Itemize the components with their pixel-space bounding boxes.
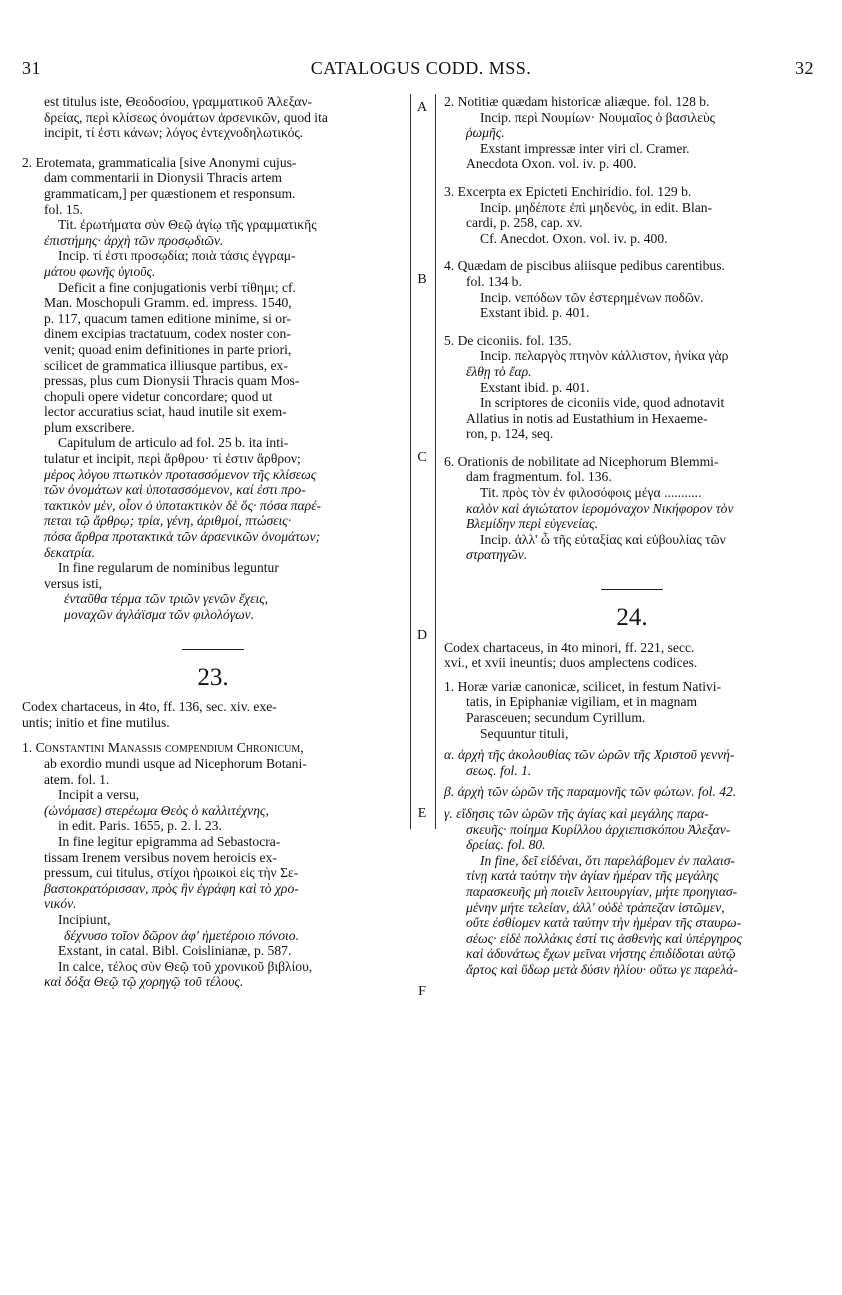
codex24-entry-1 — [444, 679, 820, 978]
incipit-line: Incip. μηδέποτε ἐπὶ μηδενὸς, in edit. Blan- cardi, p. 258, cap. xv. — [466, 199, 713, 231]
text-line: incipit, τί ἐστι κάνων; λόγος ἐντεχνοδηλωτικός. — [44, 125, 304, 141]
text-line: fol. 15. — [44, 201, 83, 217]
intro-paragraph — [22, 94, 404, 141]
note-paragraph: Cf. Anecdot. Oxon. vol. iv. p. 400. — [480, 230, 668, 246]
left-page-number: 31 — [22, 58, 41, 78]
entry-number: 5. — [444, 332, 455, 348]
codex23-entry-1 — [22, 740, 404, 990]
text-line: dam commentarii in Dionysii Thracis artem — [44, 170, 282, 186]
codex-description: Codex chartaceus, in 4to, ff. 136, sec. xiv. exe- untis; initio et fine mutilus. — [22, 699, 277, 730]
entry-r3 — [444, 184, 820, 246]
sequuntur-line: Sequuntur tituli, — [480, 725, 569, 741]
running-title: CATALOGUS CODD. MSS. — [310, 58, 532, 78]
deficit-paragraph: Deficit a fine conjugationis verbi τίθημι; cf. Man. Moschopuli Gramm. ed. impress. 1540, p. 117, quacum tamen editione minime, si or- dinem excipias tractatuum, codex noster con- venit; quoad enim definitiones in parte priori, scilicet de grammatica illiusque partibus, ex- pressas, plus cum Dionysii Thracis quam Mos- chopuli opere videtur concordare; quod ut lector accuratius sciat, haud inutile sit exem- plum exscribere. — [44, 279, 300, 435]
entry-heading: 1. Constantini Manassis compendium Chronicum, ab exordio mundi usque ad Nicephorum Botani- atem. fol. 1. — [22, 740, 307, 787]
incipit-line: Incipit a versu, — [58, 787, 140, 803]
text-line: est titulus iste, Θεοδοσίου, γραμματικοῦ Ἀλεξαν- — [44, 94, 313, 109]
entry-number: 6. — [444, 453, 455, 469]
entry-heading: 1. Horæ variæ canonicæ, scilicet, in festum Nativi- tatis, in Epiphaniæ vigiliam, et in magnam Parasceuen; secundum Cyrillum. — [444, 678, 722, 725]
verse-quote: ἐνταῦθα τέρμα τῶν τριῶν γενῶν ἔχεις, μοναχῶν ἀγλάϊσμα τῶν φιλολόγων. — [64, 591, 269, 622]
incipit-line: Incip. ἀλλ' ὦ τῆς εὐταξίας καὶ εὐβουλίας τῶν στρατηγῶν. — [466, 531, 726, 563]
edition-line: in edit. Paris. 1655, p. 2. l. 23. — [58, 818, 222, 834]
margin-letter-e: E — [417, 806, 427, 821]
margin-letter-b: B — [417, 272, 427, 287]
text-line: grammaticam,] per quæstionem et responsum. — [44, 185, 296, 201]
title-line: Tit. ἐρωτήματα σὺν Θεῷ ἁγίῳ τῆς γραμματικῆς ἐπιστήμης· ἀρχὴ τῶν προσῳδιῶν. — [44, 217, 317, 248]
incipit-line: Incip. πελαργὸς πτηνὸν κάλλιστον, ἡνίκα γὰρ ἔλθῃ τὸ ἔαρ. — [466, 348, 729, 379]
incipit-line: Incip. περὶ Νουμίων· Νουμαῖος ὁ βασιλεὺς ῥωμῆς. — [466, 109, 716, 141]
epigram-paragraph: In fine legitur epigramma ad Sebastocra- tissam Irenem versibus novem heroicis ex- pressum, cui titulus, στίχοι ἡρωικοὶ εἰς τὴν Σε- βαστοκρατόρισσαν, πρὸς ἣν ἐγράφη καὶ τὸ χρο- νικόν. — [44, 833, 299, 912]
calce-paragraph: In calce, τέλος σὺν Θεῷ τοῦ χρονικοῦ βιβλίου, καὶ δόξα Θεῷ τῷ χορηγῷ τοῦ τέλους. — [44, 958, 313, 990]
subitem-gamma: γ. εἴδησις τῶν ὡρῶν τῆς ἁγίας καὶ μεγάλης παρα- σκευῆς· ποίημα Κυρίλλου ἀρχιεπισκόπου Ἀλεξαν- δρείας. fol. 80. — [444, 805, 731, 853]
incipiunt-line: Incipiunt, — [58, 911, 111, 927]
in-fine-paragraph: In fine regularum de nominibus leguntur versus isti, — [44, 560, 279, 591]
codex-description: Codex chartaceus, in 4to minori, ff. 221, secc. xvi., et xvii ineuntis; duos amplectens codices. — [444, 639, 698, 671]
text-line: Horæ variæ canonicæ, scilicet, in festum Nativi- — [457, 678, 722, 694]
incipit-line: Incip. τί ἐστι προσῳδία; ποιὰ τάσις ἐγγραμ- μάτου φωνῆς ὑγιοῦς. — [44, 248, 296, 279]
note-paragraph: Exstant ibid. p. 401. — [480, 305, 590, 321]
entry-number: 4. — [444, 258, 455, 274]
entry-heading — [22, 155, 404, 217]
verse-quote: δέχνυσο τοῖον δῶρον ἀφ' ἡμετέροιο πόνοιο. — [64, 927, 299, 943]
entry-r5 — [444, 333, 820, 442]
exstant-line: Exstant, in catal. Bibl. Coislinianæ, p. 587. — [58, 943, 292, 959]
text-line: Orationis de nobilitate ad Nicephorum Blemmi- — [457, 453, 719, 469]
margin-letter-d: D — [416, 628, 428, 643]
title-line: Tit. πρὸς τὸν ἐν φιλοσόφοις μέγα ........... καλὸν καὶ ἁγιώτατον ἱερομόναχον Νικήφορον τὸν Βλεμίδην περὶ εὐγενείας. — [466, 485, 734, 532]
entry-number: 1. — [22, 740, 33, 756]
section-rule — [601, 589, 663, 590]
subitem-letter: α. — [444, 747, 455, 763]
right-column — [444, 94, 820, 978]
text-line: δρείας, περὶ κλίσεως ὀνομάτων ἀρσενικῶν, quod ita — [44, 109, 328, 125]
verse-quote: (ὠνόμασε) στερέωμα Θεὸς ὁ καλλιτέχνης, — [44, 802, 269, 818]
subitem-alpha: α. ἀρχὴ τῆς ἀκολουθίας τῶν ὡρῶν τῆς Χριστοῦ γεννή- σεως. fol. 1. — [444, 747, 735, 778]
margin-letter-a: A — [416, 100, 428, 115]
entry-r2 — [444, 94, 820, 172]
entry-2 — [22, 155, 404, 623]
capitulum-paragraph: Capitulum de articulo ad fol. 25 b. ita inti- tulatur et incipit, περὶ ἄρθρου· τί ἐστιν ἄρθρον; μέρος λόγου πτωτικὸν προτασσόμενον τῆς κλίσεως τῶν ὀνομάτων καὶ ὑποτασσόμενον, καί ἐστι προ- τακτικὸν μὲν, οἷον ὁ ὑποτακτικὸν δὲ ὅς· πόσα παρέ- πεται τῷ ἄρθρῳ; τρία, γένη, ἀριθμοί, πτώσεις· πόσα ἄρθρα προτακτικὰ τῶν ἀρσενικῶν ὀνομάτων; δεκατρία. — [44, 435, 322, 560]
text-line: Notitiæ quædam historicæ aliæque. fol. 128 b. — [457, 94, 710, 109]
margin-letter-f: F — [418, 984, 426, 999]
entry-number: 2. — [22, 154, 33, 170]
section-rule — [182, 649, 244, 650]
entry-r6: 6. Orationis de nobilitate ad Nicephorum Blemmi- dam fragmentum. fol. 136. Tit. πρὸς τὸν ἐν φιλοσόφοις μέγα ........... καλὸν καὶ ἁγιώτατον ἱερομόναχον Νικήφορον τὸν Βλεμίδην περὶ εὐγενείας. Incip. ἀλλ' ὦ τῆς εὐταξίας καὶ εὐβουλίας τῶν στρατηγῶν. — [444, 454, 820, 563]
note-paragraph: Exstant impressæ inter viri cl. Cramer. Anecdota Oxon. vol. iv. p. 400. — [466, 140, 690, 172]
left-column — [22, 94, 404, 990]
incipit-line: Incip. νεπόδων τῶν ἐστερημένων ποδῶν. — [480, 289, 704, 305]
entry-r4: 4. Quædam de piscibus aliisque pedibus carentibus. fol. 134 b. Incip. νεπόδων τῶν ἐστερημένων ποδῶν. Exstant ibid. p. 401. — [444, 258, 820, 320]
margin-letter-c: C — [417, 450, 427, 465]
text-line: Erotemata, grammaticalia [sive Anonymi cujus- — [35, 154, 297, 170]
note-paragraph: Exstant ibid. p. 401. In scriptores de ciconiis vide, quod adnotavit Allatius in notis ad Eustathium in Hexaeme- ron, p. 124, seq. — [466, 379, 725, 442]
subitem-letter: γ. — [444, 805, 453, 821]
codex-number: 24. — [616, 604, 648, 632]
subitem-letter: β. — [444, 784, 455, 800]
text-line: Quædam de piscibus aliisque pedibus carentibus. — [457, 258, 725, 274]
in-fine-paragraph: In fine, δεῖ εἰδέναι, ὅτι παρελάβομεν ἐν παλαισ- τίνῃ κατὰ ταύτην τὴν ἁγίαν ἡμέραν τῆς μεγάλης παρασκευῆς μὴ ποιεῖν λειτουργίαν, μήτε προηγιασ- μένην μήτε τελείαν, ἀλλ' οὐδὲ τράπεζαν ἱστῶμεν, οὔτε ἐσθίομεν κατὰ ταύτην τὴν ἡμέραν τῆς σταυρω- σέως· εἰδὲ πολλάκις ἐστί τις ἀσθενὴς καὶ ὑπέργηρος καὶ ἀδυνάτως ἔχων μεῖναι νήστης ἐπιδίδοται αὐτῷ ἄρτος καὶ ὕδωρ μετὰ δύσιν ἡλίου· οὕτω γε παρελά- — [466, 852, 742, 977]
entry-number: 1. — [444, 678, 455, 694]
entry-number: 3. — [444, 183, 455, 199]
entry-number: 2. — [444, 94, 455, 109]
subitem-beta: β. ἀρχὴ τῶν ὡρῶν τῆς παραμονῆς τῶν φώτων. fol. 42. — [444, 784, 737, 800]
text-line: Constantini Manassis compendium Chronicum, — [35, 740, 304, 756]
right-page-number: 32 — [795, 58, 814, 78]
codex-number: 23. — [197, 663, 229, 691]
text-line: Excerpta ex Epicteti Enchiridio. fol. 129 b. — [457, 183, 692, 199]
text-line: De ciconiis. fol. 135. — [457, 332, 572, 348]
